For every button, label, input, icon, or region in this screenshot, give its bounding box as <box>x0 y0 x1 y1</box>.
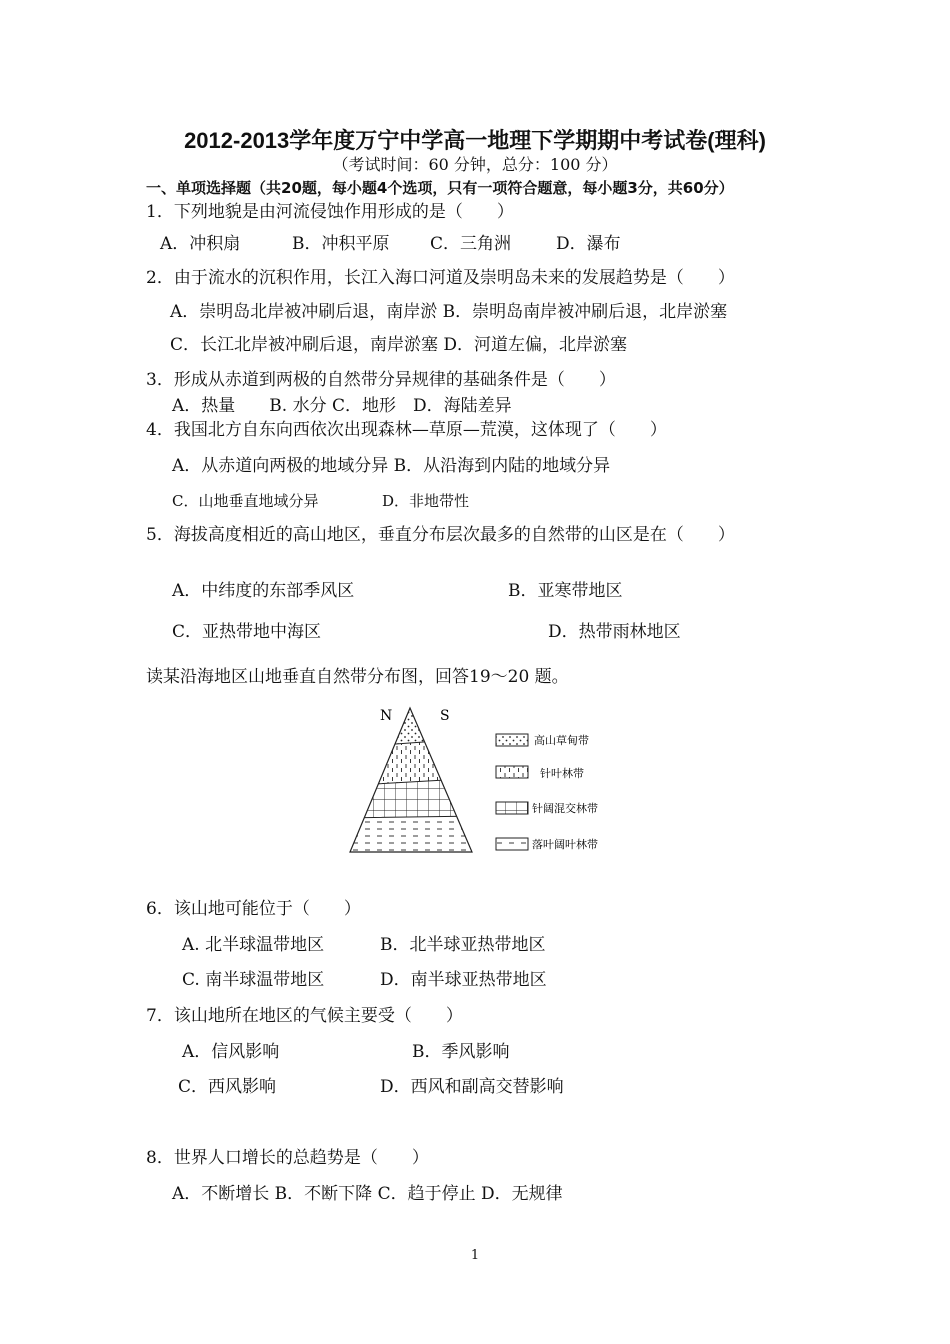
q6-option-d: D．南半球亚热带地区 <box>380 970 547 990</box>
q7-option-c: C．西风影响 <box>178 1077 277 1097</box>
q1-option-c: C．三角洲 <box>430 234 512 254</box>
q6-option-c: C. 南半球温带地区 <box>182 970 325 990</box>
question-1-stem: 1．下列地貌是由河流侵蚀作用形成的是（ ） <box>146 202 514 222</box>
q7-option-a: A．信风影响 <box>182 1042 280 1062</box>
q5-option-a: A．中纬度的东部季风区 <box>172 581 355 601</box>
q7-option-d: D．西风和副高交替影响 <box>380 1077 564 1097</box>
question-2-stem: 2．由于流水的沉积作用，长江入海口河道及崇明岛未来的发展趋势是（ ） <box>146 268 735 288</box>
reading-prompt: 读某沿海地区山地垂直自然带分布图，回答19～20 题。 <box>146 667 569 687</box>
question-7-stem: 7．该山地所在地区的气候主要受（ ） <box>146 1006 463 1026</box>
q2-options-cd: C．长江北岸被冲刷后退，南岸淤塞 D．河道左偏，北岸淤塞 <box>170 335 628 355</box>
question-5-stem: 5．海拔高度相近的高山地区，垂直分布层次最多的自然带的山区是在（ ） <box>146 525 735 545</box>
exam-subtitle: （考试时间：60 分钟，总分：100 分） <box>332 155 618 174</box>
exam-title: 2012-2013学年度万宁中学高一地理下学期期中考试卷(理科) <box>184 128 766 153</box>
page-number: 1 <box>470 1248 480 1263</box>
q1-option-a: A．冲积扇 <box>160 234 241 254</box>
label-north: N <box>380 708 393 724</box>
mountain-zone-diagram <box>340 700 620 860</box>
section-heading: 一、单项选择题（共20题，每小题4个选项，只有一项符合题意，每小题3分，共60分） <box>146 179 734 197</box>
q4-option-d: D．非地带性 <box>382 492 470 510</box>
q1-option-d: D．瀑布 <box>556 234 621 254</box>
question-4-stem: 4．我国北方自东向西依次出现森林—草原—荒漠，这体现了（ ） <box>146 420 667 440</box>
legend-mixed: 针阔混交林带 <box>532 802 598 815</box>
question-8-stem: 8．世界人口增长的总趋势是（ ） <box>146 1148 429 1168</box>
q1-option-b: B．冲积平原 <box>292 234 390 254</box>
q3-options: A．热量 B. 水分 C．地形 D．海陆差异 <box>172 396 512 416</box>
q6-option-b: B．北半球亚热带地区 <box>380 935 546 955</box>
label-south: S <box>440 708 450 724</box>
q5-option-b: B．亚寒带地区 <box>508 581 623 601</box>
legend-deciduous: 落叶阔叶林带 <box>532 838 598 851</box>
q5-option-d: D．热带雨林地区 <box>548 622 681 642</box>
q4-option-c: C．山地垂直地域分异 <box>172 492 319 510</box>
question-6-stem: 6．该山地可能位于（ ） <box>146 899 361 919</box>
q5-option-c: C．亚热带地中海区 <box>172 622 322 642</box>
q8-options: A．不断增长 B．不断下降 C．趋于停止 D．无规律 <box>172 1184 563 1204</box>
q2-options-ab: A．崇明岛北岸被冲刷后退，南岸淤 B．崇明岛南岸被冲刷后退，北岸淤塞 <box>170 302 728 322</box>
q6-option-a: A. 北半球温带地区 <box>182 935 325 955</box>
legend-coniferous: 针叶林带 <box>540 767 584 780</box>
question-3-stem: 3．形成从赤道到两极的自然带分异规律的基础条件是（ ） <box>146 370 616 390</box>
q4-options-ab: A．从赤道向两极的地域分异 B．从沿海到内陆的地域分异 <box>172 456 611 476</box>
q7-option-b: B．季风影响 <box>412 1042 510 1062</box>
legend-meadow: 高山草甸带 <box>534 734 589 747</box>
